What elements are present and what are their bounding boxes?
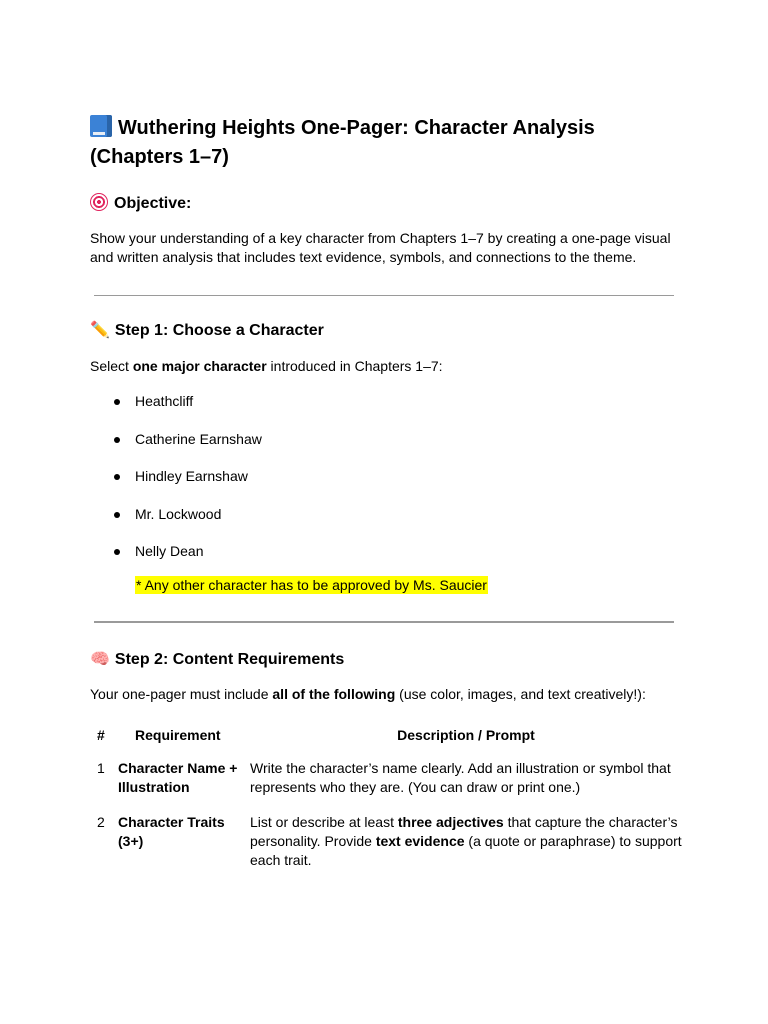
row-requirement: Character Name + Illustration	[118, 760, 238, 795]
title-line-1: Wuthering Heights One-Pager: Character Analysis	[118, 117, 595, 139]
character-name: Hindley Earnshaw	[135, 468, 248, 484]
step2-intro-post: (use color, images, and text creatively!):	[395, 686, 646, 702]
step1-intro	[90, 357, 680, 376]
desc-part: (a quote or paraphrase) to support each trait.	[250, 833, 682, 868]
approval-note: * Any other character has to be approved by Ms. Saucier	[136, 577, 487, 593]
bullet-dot	[114, 399, 120, 405]
step1-intro-pre: Select	[90, 358, 133, 374]
desc-part: that capture the character’s personality. Provide	[250, 814, 678, 849]
list-item	[90, 467, 262, 505]
row-requirement: Character Traits (3+)	[118, 814, 225, 849]
objective-heading	[90, 193, 191, 214]
desc-bold-part: text evidence	[375, 833, 465, 849]
list-item	[90, 430, 262, 468]
bullet-dot	[114, 512, 120, 518]
bullet-dot	[114, 549, 120, 555]
table-header-row	[90, 726, 685, 759]
character-list	[90, 392, 262, 580]
character-name: Mr. Lockwood	[135, 505, 222, 522]
blue-book-icon	[90, 115, 112, 137]
objective-heading-text: Objective:	[114, 195, 192, 212]
target-icon	[90, 193, 108, 211]
requirements-table	[90, 726, 685, 873]
step2-intro-bold: all of the following	[272, 686, 396, 702]
objective-text: Show your understanding of a key character from Chapters 1–7 by creating a one-page visual and written analysis that includes text evidence, symbols, and connections to the theme.	[90, 230, 671, 265]
step1-heading-text: Step 1: Choose a Character	[114, 322, 324, 339]
bullet-dot	[114, 437, 120, 443]
header-description: Description / Prompt	[397, 727, 535, 743]
row-description	[250, 813, 682, 870]
row-description: Write the character’s name clearly. Add an illustration or symbol that represents who they are. (You can draw or print one.)	[250, 760, 671, 795]
step1-intro-bold: one major character	[132, 358, 267, 374]
list-item	[90, 392, 262, 430]
divider-2	[94, 621, 674, 623]
pencil-icon: ✏️	[90, 320, 110, 339]
step2-intro-pre: Your one-pager must include	[90, 686, 273, 702]
row-num: 1	[97, 760, 105, 776]
divider-1	[94, 295, 674, 296]
table-row	[90, 759, 685, 813]
step2-heading-text: Step 2: Content Requirements	[114, 651, 345, 668]
title-line-2: (Chapters 1–7)	[90, 146, 229, 168]
brain-icon: 🧠	[90, 649, 110, 668]
character-name: Heathcliff	[135, 393, 194, 409]
character-name: Catherine Earnshaw	[135, 430, 262, 447]
character-name: Nelly Dean	[135, 543, 204, 559]
row-num: 2	[97, 814, 105, 830]
header-requirement: Requirement	[135, 727, 221, 743]
list-item	[90, 505, 262, 543]
step1-intro-post: introduced in Chapters 1–7:	[266, 358, 443, 374]
page-title	[90, 114, 690, 172]
desc-bold-part: three adjectives	[397, 814, 504, 830]
step1-heading	[90, 320, 324, 341]
step2-heading	[90, 649, 344, 670]
desc-part: List or describe at least	[250, 814, 398, 830]
bullet-dot	[114, 474, 120, 480]
step2-intro	[90, 685, 680, 704]
list-item	[90, 542, 262, 580]
header-num: #	[97, 727, 105, 743]
table-row	[90, 813, 685, 873]
